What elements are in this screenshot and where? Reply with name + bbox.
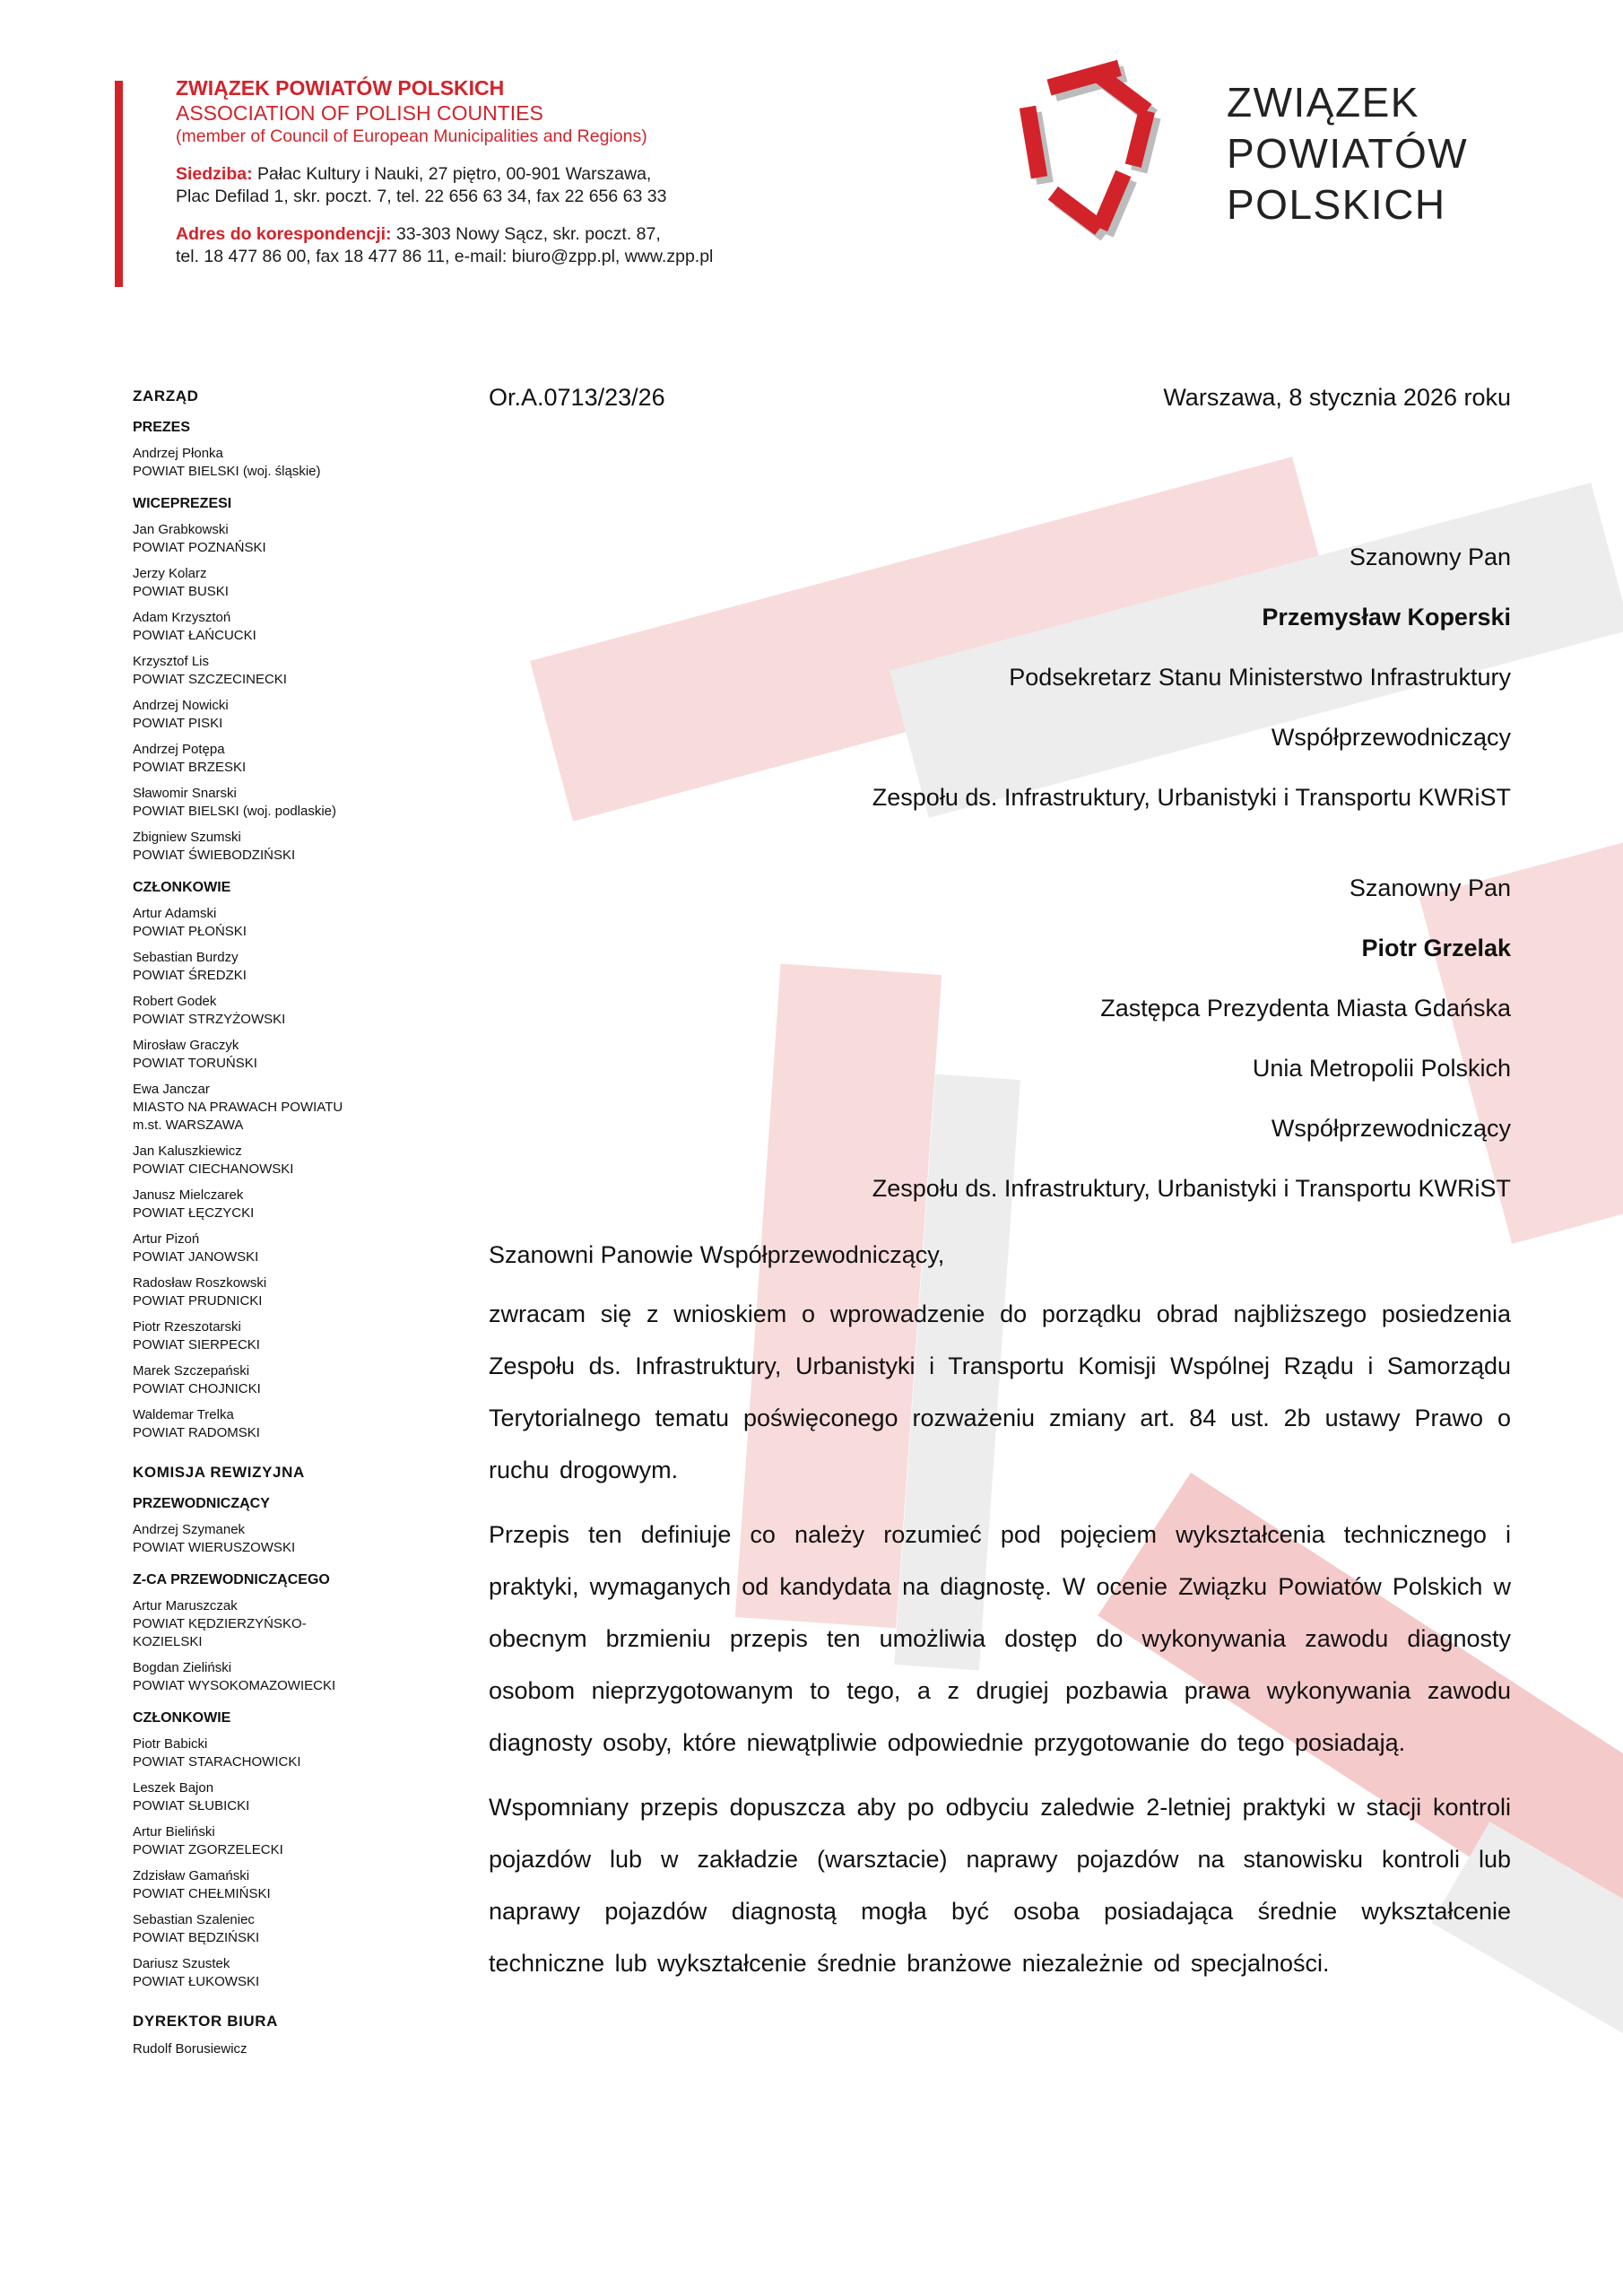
sidebar-member-entry [133,949,375,985]
siedziba-text1: Pałac Kultury i Nauki, 27 piętro, 00-901 Warszawa, [252,164,652,184]
adres-block [176,223,713,268]
member-unit: POWIAT WYSOKOMAZOWIECKI [133,1678,336,1693]
member-name: Artur Adamski [133,906,217,921]
member-name: Janusz Mielczarek [133,1187,244,1203]
member-unit: POWIAT TORUŃSKI [133,1056,257,1071]
sidebar-member-entry [133,565,375,601]
reference-number: Or.A.0713/23/26 [489,384,665,411]
sidebar-member-entry [133,697,375,733]
recipient-title-line: Zespołu ds. Infrastruktury, Urbanistyki i Transportu KWRiST [872,1175,1511,1202]
sidebar-role-heading: CZŁONKOWIE [133,880,231,895]
member-unit: POWIAT STARACHOWICKI [133,1754,301,1770]
logo-word-line1: ZWIĄZEK [1227,79,1419,126]
sidebar-member-entry [133,1081,375,1135]
member-unit: POWIAT BIELSKI (woj. podlaskie) [133,804,337,819]
sidebar-member-entry [133,1955,375,1991]
sidebar-member-entry [133,905,375,941]
sidebar-member-entry [133,1867,375,1903]
member-unit: POWIAT RADOMSKI [133,1425,260,1440]
adres-label: Adres do korespondencji: [176,224,392,244]
sidebar-role-heading: CZŁONKOWIE [133,1710,231,1726]
member-name: Mirosław Graczyk [133,1038,239,1053]
member-name: Artur Pizoń [133,1231,200,1247]
member-name: Zdzisław Gamański [133,1868,250,1883]
recipient-title-line: Zastępca Prezydenta Miasta Gdańska [1100,995,1511,1022]
letterhead [176,75,713,268]
member-name: Robert Godek [133,994,217,1009]
recipient-salutation: Szanowny Pan [1349,544,1511,570]
recipient-title-line: Podsekretarz Stanu Ministerstwo Infrastruktury [1009,664,1511,691]
member-name: Rudolf Borusiewicz [133,2041,247,2057]
member-unit: POWIAT CHEŁMIŃSKI [133,1886,271,1901]
sidebar-member-entry [133,741,375,777]
sidebar-member-entry [133,1143,375,1178]
board-sidebar [133,387,375,2066]
member-unit: POWIAT CIECHANOWSKI [133,1161,294,1177]
sidebar-member-entry [133,653,375,689]
sidebar-role-heading: PREZES [133,420,191,435]
member-unit: POWIAT BUSKI [133,584,229,599]
member-name: Jan Kaluszkiewicz [133,1144,242,1159]
member-name: Andrzej Nowicki [133,698,229,713]
sidebar-member-entry [133,1231,375,1266]
recipient-title-line: Zespołu ds. Infrastruktury, Urbanistyki i Transportu KWRiST [872,784,1511,811]
member-name: Jan Grabkowski [133,522,229,537]
siedziba-line1 [176,163,713,186]
sidebar-role-heading: Z-CA PRZEWODNICZĄCEGO [133,1572,330,1587]
sidebar-member-entry [133,1735,375,1771]
logo-word-line2: POWIATÓW [1227,130,1469,177]
member-unit: MIASTO NA PRAWACH POWIATU [133,1100,343,1115]
adres-line1 [176,223,713,246]
member-name: Waldemar Trelka [133,1407,234,1422]
sidebar-section-title: DYREKTOR BIURA [133,2013,279,2030]
member-name: Dariusz Szustek [133,1956,230,1971]
member-name: Andrzej Szymanek [133,1522,246,1537]
sidebar-section-title: KOMISJA REWIZYJNA [133,1464,305,1481]
member-unit: POWIAT ŚWIEBODZIŃSKI [133,848,296,863]
member-unit: POWIAT ŁAŃCUCKI [133,628,256,643]
siedziba-line2: Plac Defilad 1, skr. poczt. 7, tel. 22 656 63 34, fax 22 656 63 33 [176,187,667,206]
letter-paragraphs [489,1288,1511,1989]
sidebar-member-entry [133,1187,375,1222]
member-unit: m.st. WARSZAWA [133,1118,244,1133]
member-name: Bogdan Zieliński [133,1660,232,1675]
member-unit: POWIAT ŁĘCZYCKI [133,1205,255,1221]
sidebar-member-entry [133,609,375,645]
zpp-logo-icon [1006,45,1202,271]
member-unit: POWIAT SZCZECINECKI [133,672,287,687]
sidebar-member-entry [133,785,375,821]
sidebar-member-entry [133,445,375,481]
member-unit: POWIAT BĘDZIŃSKI [133,1930,260,1945]
recipient-block [489,527,1511,828]
org-membership: (member of Council of European Municipalities and Regions) [176,126,647,146]
member-unit: POWIAT POZNAŃSKI [133,540,266,555]
member-name: Krzysztof Lis [133,654,210,669]
sidebar-member-entry [133,2040,375,2058]
letter-salutation: Szanowni Panowie Współprzewodniczący, [489,1241,945,1268]
letter-body [489,1229,1511,1989]
sidebar-member-entry [133,1318,375,1354]
member-unit: POWIAT BRZESKI [133,760,247,775]
member-unit: POWIAT ZGORZELECKI [133,1842,283,1857]
zpp-logo-wordmark [1227,77,1468,230]
sidebar-member-entry [133,993,375,1029]
member-name: Jerzy Kolarz [133,566,207,581]
member-unit: POWIAT WIERUSZOWSKI [133,1540,296,1555]
sidebar-member-entry [133,1362,375,1398]
siedziba-block [176,163,713,208]
member-name: Radosław Roszkowski [133,1275,267,1291]
member-unit: POWIAT JANOWSKI [133,1249,259,1265]
sidebar-member-entry [133,521,375,557]
member-unit: POWIAT BIELSKI (woj. śląskie) [133,464,321,479]
sidebar-role-heading: PRZEWODNICZĄCY [133,1496,270,1511]
member-name: Sebastian Szaleniec [133,1912,255,1927]
member-name: Artur Bieliński [133,1824,215,1839]
member-name: Artur Maruszczak [133,1598,238,1613]
sidebar-member-entry [133,1521,375,1557]
recipient-name: Piotr Grzelak [1361,935,1511,961]
member-name: Piotr Babicki [133,1736,208,1752]
member-unit: POWIAT PISKI [133,716,223,731]
recipient-name: Przemysław Koperski [1262,604,1511,631]
member-name: Ewa Janczar [133,1082,210,1097]
sidebar-member-entry [133,1659,375,1695]
member-name: Zbigniew Szumski [133,830,241,845]
recipient-title-line: Współprzewodniczący [1271,1115,1511,1142]
member-unit: POWIAT SŁUBICKI [133,1798,250,1813]
member-unit: POWIAT PŁOŃSKI [133,924,247,939]
sidebar-member-entry [133,1911,375,1947]
sidebar-member-entry [133,1779,375,1815]
member-unit: POWIAT STRZYŻOWSKI [133,1012,286,1027]
recipient-block [489,858,1511,1219]
sidebar-member-entry [133,1037,375,1073]
member-unit: POWIAT ŁUKOWSKI [133,1974,260,1989]
header-accent-bar [115,81,123,287]
member-name: Adam Krzysztoń [133,610,231,625]
sidebar-role-heading: WICEPREZESI [133,496,232,511]
reference-row [489,384,1511,412]
logo-word-line3: POLSKICH [1227,181,1446,228]
member-name: Leszek Bajon [133,1780,214,1796]
sidebar-member-entry [133,1406,375,1442]
body-paragraph: zwracam się z wnioskiem o wprowadzenie do porządku obrad najbliższego posiedzenia Zespołu ds. Infrastruktury, Urbanistyki i Transportu Komisji Wspólnej Rządu i Samorządu Terytorialnego tematu poświęconego rozważeniu zmiany art. 84 ust. 2b ustawy Prawo o ruchu drogowym. [489,1300,1511,1483]
org-name-en: ASSOCIATION OF POLISH COUNTIES [176,101,543,125]
sidebar-member-entry [133,1274,375,1310]
adres-text1: 33-303 Nowy Sącz, skr. poczt. 87, [391,224,661,244]
member-name: Sławomir Snarski [133,786,237,801]
adres-line2: tel. 18 477 86 00, fax 18 477 86 11, e-mail: biuro@zpp.pl, www.zpp.pl [176,247,714,266]
member-name: Marek Szczepański [133,1363,250,1378]
recipients [489,527,1511,1219]
org-name-pl: ZWIĄZEK POWIATÓW POLSKICH [176,76,505,100]
member-unit: POWIAT ŚREDZKI [133,968,247,983]
letter-date: Warszawa, 8 stycznia 2026 roku [1163,384,1511,411]
body-paragraph: Wspomniany przepis dopuszcza aby po odbyciu zaledwie 2-letniej praktyki w stacji kontroli pojazdów lub w zakładzie (warsztacie) naprawy pojazdów na stanowisku kontroli lub naprawy pojazdów diagnostą mogła być osoba posiadająca średnie wykształcenie techniczne lub wykształcenie średnie branżowe niezależnie od specjalności. [489,1794,1511,1977]
recipient-salutation: Szanowny Pan [1349,874,1511,901]
siedziba-label: Siedziba: [176,164,253,184]
member-name: Piotr Rzeszotarski [133,1319,241,1335]
member-unit: POWIAT PRUDNICKI [133,1293,263,1309]
sidebar-member-entry [133,829,375,865]
sidebar-section-title: ZARZĄD [133,387,199,404]
recipient-title-line: Unia Metropolii Polskich [1252,1055,1511,1082]
recipient-title-line: Współprzewodniczący [1271,724,1511,751]
sidebar-member-entry [133,1823,375,1859]
member-unit: POWIAT SIERPECKI [133,1337,260,1352]
member-name: Andrzej Potępa [133,742,225,757]
body-paragraph: Przepis ten definiuje co należy rozumieć pod pojęciem wykształcenia technicznego i praktyki, wymaganych od kandydata na diagnostę. W ocenie Związku Powiatów Polskich w obecnym brzmieniu przepis ten umożliwia dostęp do wykonywania zawodu diagnosty osobom nieprzygotowanym to tego, a z drugiej pozbawia prawa wykonywania zawodu diagnosty osoby, które niewątpliwie odpowiednie przygotowanie do tego posiadają. [489,1521,1511,1756]
member-unit: POWIAT KĘDZIERZYŃSKO-KOZIELSKI [133,1616,307,1649]
member-name: Andrzej Płonka [133,446,223,461]
sidebar-member-entry [133,1597,375,1651]
member-name: Sebastian Burdzy [133,950,239,965]
member-unit: POWIAT CHOJNICKI [133,1381,261,1396]
